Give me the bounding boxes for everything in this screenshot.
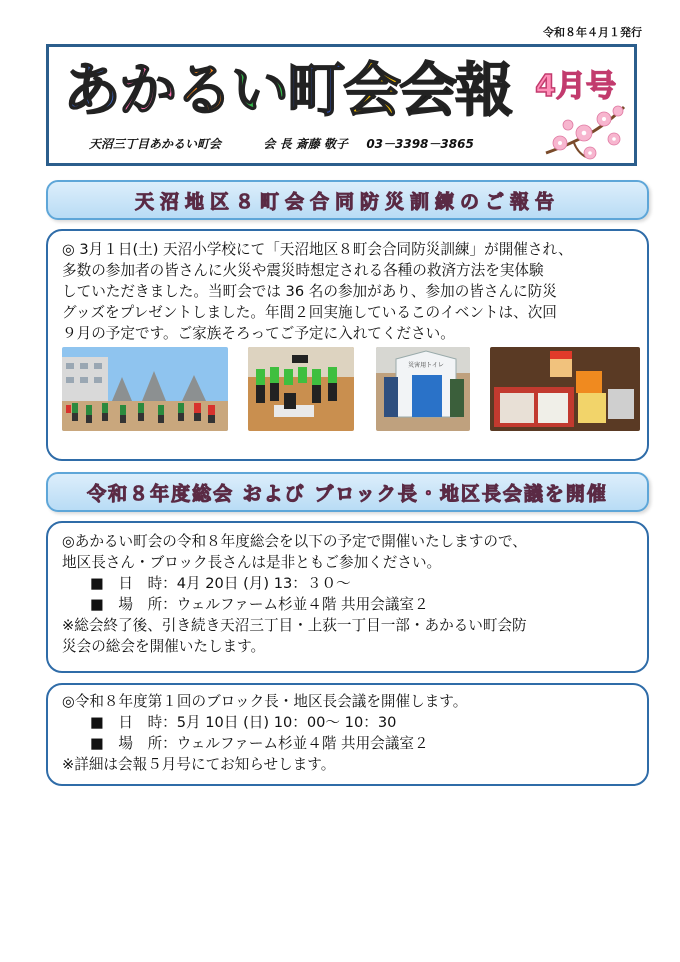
toilet-sign: 災害用トイレ: [408, 362, 444, 369]
president-name: 会 長 斎藤 敬子: [263, 137, 348, 151]
section-banner-drill: [46, 180, 649, 220]
text-line: 災会の総会を開催いたします。: [62, 638, 266, 655]
org-name: 天沼三丁目あかるい町会: [89, 137, 222, 151]
text-line: ９月の予定です。ご家族そろってご予定に入れてください。: [62, 325, 455, 342]
meeting-place: ■ 場 所：ウェルファーム杉並４階 共用会議室２: [90, 596, 429, 613]
text-line: ◎ 3月１日(土) 天沼小学校にて「天沼地区８町会合同防災訓練」が開催され、: [62, 241, 573, 258]
photo-cpr-training: [248, 347, 354, 431]
block-meeting-text: [62, 691, 642, 775]
logo-char: 町: [287, 56, 344, 124]
photo-strip: [62, 347, 640, 431]
masthead-info: [89, 135, 474, 152]
logo-char: 会: [343, 56, 400, 124]
text-line: していただきました。当町会では 36 名の参加があり、参加の皆さんに防災: [62, 283, 557, 300]
photo-schoolyard: [62, 347, 228, 431]
text-line: グッズをプレゼントしました。年間２回実施しているこのイベントは、次回: [62, 304, 557, 321]
logo-char: か: [119, 56, 176, 124]
logo-char: い: [231, 56, 288, 124]
meeting-datetime: ■ 日 時：5月 10日 (日) 10：00～ 10：30: [90, 714, 397, 731]
phone-number: 03－3398－3865: [366, 137, 474, 151]
general-meeting-text: [62, 531, 642, 657]
meeting-place: ■ 場 所：ウェルファーム杉並４階 共用会議室２: [90, 735, 429, 752]
section-heading: 令和８年度総会 および ブロック長・地区長会議を開催: [87, 482, 608, 505]
logo-char: る: [175, 56, 232, 124]
month-badge: 4月号: [535, 69, 616, 104]
drill-report-text: [62, 239, 642, 344]
text-line: 多数の参加者の皆さんに火災や震災時想定される各種の救済方法を実体験: [62, 262, 544, 279]
section-banner-meetings: [46, 472, 649, 512]
text-line: 地区長さん・ブロック長さんは是非ともご参加ください。: [62, 554, 442, 571]
newsletter-logo: [63, 55, 511, 125]
meeting-datetime: ■ 日 時：4月 20日 (月) 13：３０～: [90, 575, 351, 592]
text-line: ※詳細は会報５月号にてお知らせします。: [62, 756, 336, 773]
cherry-blossom-icon: [544, 103, 626, 161]
photo-emergency-toilet: [376, 347, 470, 431]
photo-disaster-goods: [490, 347, 640, 431]
text-line: ※総会終了後、引き続き天沼三丁目・上荻一丁目一部・あかるい町会防: [62, 617, 527, 634]
masthead: [46, 44, 637, 166]
logo-char: 会: [399, 56, 456, 124]
text-line: ◎あかるい町会の令和８年度総会を以下の予定で開催いたしますので、: [62, 533, 527, 550]
drill-report-box: [46, 229, 649, 461]
issue-date: 令和８年４月１発行: [543, 26, 642, 39]
logo-char: 報: [455, 56, 512, 124]
general-meeting-box: [46, 521, 649, 673]
section-heading: 天沼地区８町会合同防災訓練のご報告: [134, 190, 560, 213]
text-line: ◎令和８年度第１回のブロック長・地区長会議を開催します。: [62, 693, 468, 710]
block-meeting-box: [46, 683, 649, 786]
logo-char: あ: [63, 56, 120, 124]
